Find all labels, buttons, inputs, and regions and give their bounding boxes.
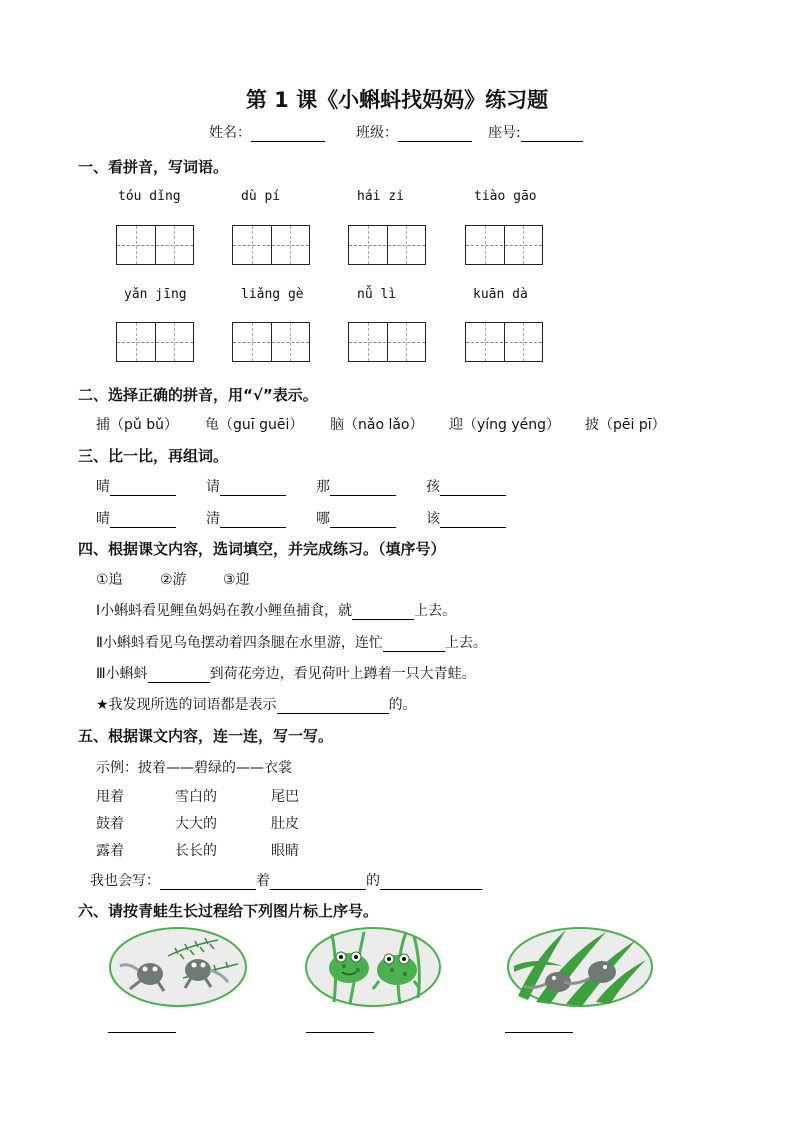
fill-sentence-4 [96,694,417,714]
pinyin-label: yǎn jīng [124,287,187,302]
sentence-text: Ⅱ小蝌蚪看见乌龟摆动着四条腿在水里游，连忙 [96,635,383,651]
sentence-text: 的。 [388,697,417,713]
fill-sentence-3 [96,663,476,683]
section-3-heading: 三、比一比，再组词。 [78,447,229,465]
compare-word-item [316,476,396,496]
writing-grid[interactable] [232,322,310,362]
pinyin-choice-item[interactable]: 披（pēi pī） [585,417,666,433]
compare-char: 该 [426,511,440,527]
tadpole-with-legs-image [108,926,248,1008]
page-title: 第 1 课《小蝌蚪找妈妈》练习题 [245,88,549,112]
word-blank[interactable] [330,513,396,528]
sentence-text: 上去。 [414,603,457,619]
pinyin-label: tiào gāo [474,189,537,204]
word-blank[interactable] [440,481,506,496]
word-blank[interactable] [330,481,396,496]
section-4-heading: 四、根据课文内容，选词填空，并完成练习。（填序号） [78,540,446,558]
writing-grid[interactable] [116,322,194,362]
match-left-item[interactable]: 甩着 [96,789,124,805]
word-blank[interactable] [440,513,506,528]
writing-grid[interactable] [232,225,310,265]
match-right-item[interactable]: 眼睛 [271,843,299,859]
writing-grid[interactable] [465,322,543,362]
match-left-item[interactable]: 鼓着 [96,816,124,832]
option-item: ③迎 [223,572,250,588]
pinyin-label: dù pí [241,189,281,204]
compare-word-item [96,508,176,528]
name-label: 姓名： [209,125,251,141]
sentence-text: 上去。 [444,635,487,651]
sentence-text: 到荷花旁边，看见荷叶上蹲着一只大青蛙。 [209,666,476,682]
class-label: 班级： [356,125,398,141]
write-zhe: 着 [256,873,270,889]
pinyin-label: nǚ lì [357,287,397,302]
match-left-item[interactable]: 露着 [96,843,124,859]
pinyin-label: hái zi [357,189,404,204]
compare-word-item [426,508,506,528]
compare-word-item [316,508,396,528]
class-field-group [356,122,472,142]
section-1-heading: 一、看拼音，写词语。 [78,158,229,176]
match-middle-item[interactable]: 雪白的 [175,789,217,805]
pinyin-label: kuān dà [473,287,528,302]
write-de: 的 [366,873,380,889]
compare-word-item [96,476,176,496]
writing-grid[interactable] [348,322,426,362]
word-blank[interactable] [220,513,286,528]
pinyin-choice-item[interactable]: 龟（guī guēi） [205,417,304,433]
compare-word-item [206,476,286,496]
fill-blank[interactable] [277,699,389,714]
write-blank[interactable] [160,875,256,890]
order-blank-3[interactable] [505,1020,573,1033]
seat-field-group [488,122,583,142]
compare-char: 那 [316,479,330,495]
tadpoles-in-grass-image [506,926,654,1008]
word-blank[interactable] [110,481,176,496]
sentence-text: Ⅲ小蝌蚪 [96,666,148,682]
compare-char: 清 [206,511,220,527]
section-5-heading: 五、根据课文内容，连一连，写一写。 [78,727,334,745]
fill-blank[interactable] [148,668,210,683]
compare-char: 晴 [96,479,110,495]
write-own-line [90,870,482,890]
class-blank[interactable] [398,127,472,142]
match-right-item[interactable]: 肚皮 [271,816,299,832]
fill-sentence-1 [96,600,456,620]
write-label: 我也会写： [90,873,160,889]
compare-char: 哪 [316,511,330,527]
writing-grid[interactable] [465,225,543,265]
example-line: 示例：披着——碧绿的——衣裳 [96,760,292,776]
seat-label: 座号: [488,125,521,141]
section-2-heading: 二、选择正确的拼音，用“√”表示。 [78,386,318,404]
option-item: ②游 [160,572,187,588]
frogs-image [304,926,442,1008]
compare-word-item [426,476,506,496]
name-blank[interactable] [251,127,325,142]
compare-word-item [206,508,286,528]
option-item: ①追 [96,572,123,588]
writing-grid[interactable] [348,225,426,265]
sentence-text: Ⅰ小蝌蚪看见鲤鱼妈妈在教小鲤鱼捕食，就 [96,603,353,619]
pinyin-label: tóu dǐng [118,189,181,204]
fill-sentence-2 [96,632,487,652]
match-middle-item[interactable]: 长长的 [175,843,217,859]
fill-blank[interactable] [383,637,445,652]
compare-char: 晴 [96,511,110,527]
pinyin-label: liǎng gè [241,287,304,302]
order-blank-2[interactable] [306,1020,374,1033]
pinyin-choice-item[interactable]: 脑（nǎo lǎo） [330,417,424,433]
match-middle-item[interactable]: 大大的 [175,816,217,832]
writing-grid[interactable] [116,225,194,265]
fill-blank[interactable] [352,605,414,620]
word-blank[interactable] [220,481,286,496]
order-blank-1[interactable] [108,1020,176,1033]
compare-char: 请 [206,479,220,495]
match-right-item[interactable]: 尾巴 [271,789,299,805]
write-blank[interactable] [270,875,366,890]
write-blank[interactable] [380,875,482,890]
pinyin-choice-item[interactable]: 迎（yíng yéng） [449,417,561,433]
name-field-group [209,122,325,142]
seat-blank[interactable] [521,127,583,142]
sentence-text: ★我发现所选的词语都是表示 [96,697,277,713]
compare-char: 孩 [426,479,440,495]
pinyin-choice-item[interactable]: 捕（pǔ bǔ） [96,417,178,433]
section-6-heading: 六、请按青蛙生长过程给下列图片标上序号。 [78,902,379,920]
word-blank[interactable] [110,513,176,528]
